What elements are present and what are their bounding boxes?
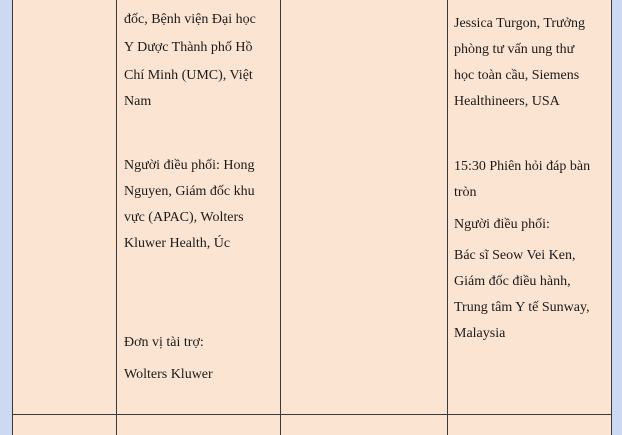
table-column-1 xyxy=(12,0,117,435)
speaker-line: Jessica Turgon, Trưởng xyxy=(454,16,586,31)
schedule-table xyxy=(12,0,612,435)
speaker-line: đốc, Bệnh viện Đại học xyxy=(124,12,256,27)
moderator-line: Giám đốc điều hành, xyxy=(454,274,571,289)
moderator-line: Malaysia xyxy=(454,326,506,341)
moderator-line: Trung tâm Y tế Sunway, xyxy=(454,300,590,315)
speaker-line: học toàn cầu, Siemens xyxy=(454,68,580,83)
moderator-label: Người điều phối: xyxy=(454,217,550,232)
session-line: 15:30 Phiên hỏi đáp bàn xyxy=(454,159,591,174)
moderator-line: vực (APAC), Wolters xyxy=(124,210,244,225)
speaker-line: phòng tư vấn ung thư xyxy=(454,42,575,57)
moderator-line: Kluwer Health, Úc xyxy=(124,236,231,251)
moderator-line: Người điều phối: Hong xyxy=(124,158,255,173)
table-column-2 xyxy=(117,0,281,435)
speaker-line: Nam xyxy=(124,94,152,109)
speaker-line: Healthineers, USA xyxy=(454,94,560,109)
row-divider xyxy=(12,414,612,415)
table-column-3 xyxy=(281,0,448,435)
moderator-line: Nguyen, Giám đốc khu xyxy=(124,184,255,199)
sponsor-label: Đơn vị tài trợ: xyxy=(124,335,204,350)
table-column-4 xyxy=(448,0,612,435)
moderator-line: Bác sĩ Seow Vei Ken, xyxy=(454,248,576,263)
speaker-line: Chí Minh (UMC), Việt xyxy=(124,68,253,83)
sponsor-name: Wolters Kluwer xyxy=(124,367,213,382)
session-line: tròn xyxy=(454,185,477,200)
speaker-line: Y Dược Thành phố Hồ xyxy=(124,40,253,55)
